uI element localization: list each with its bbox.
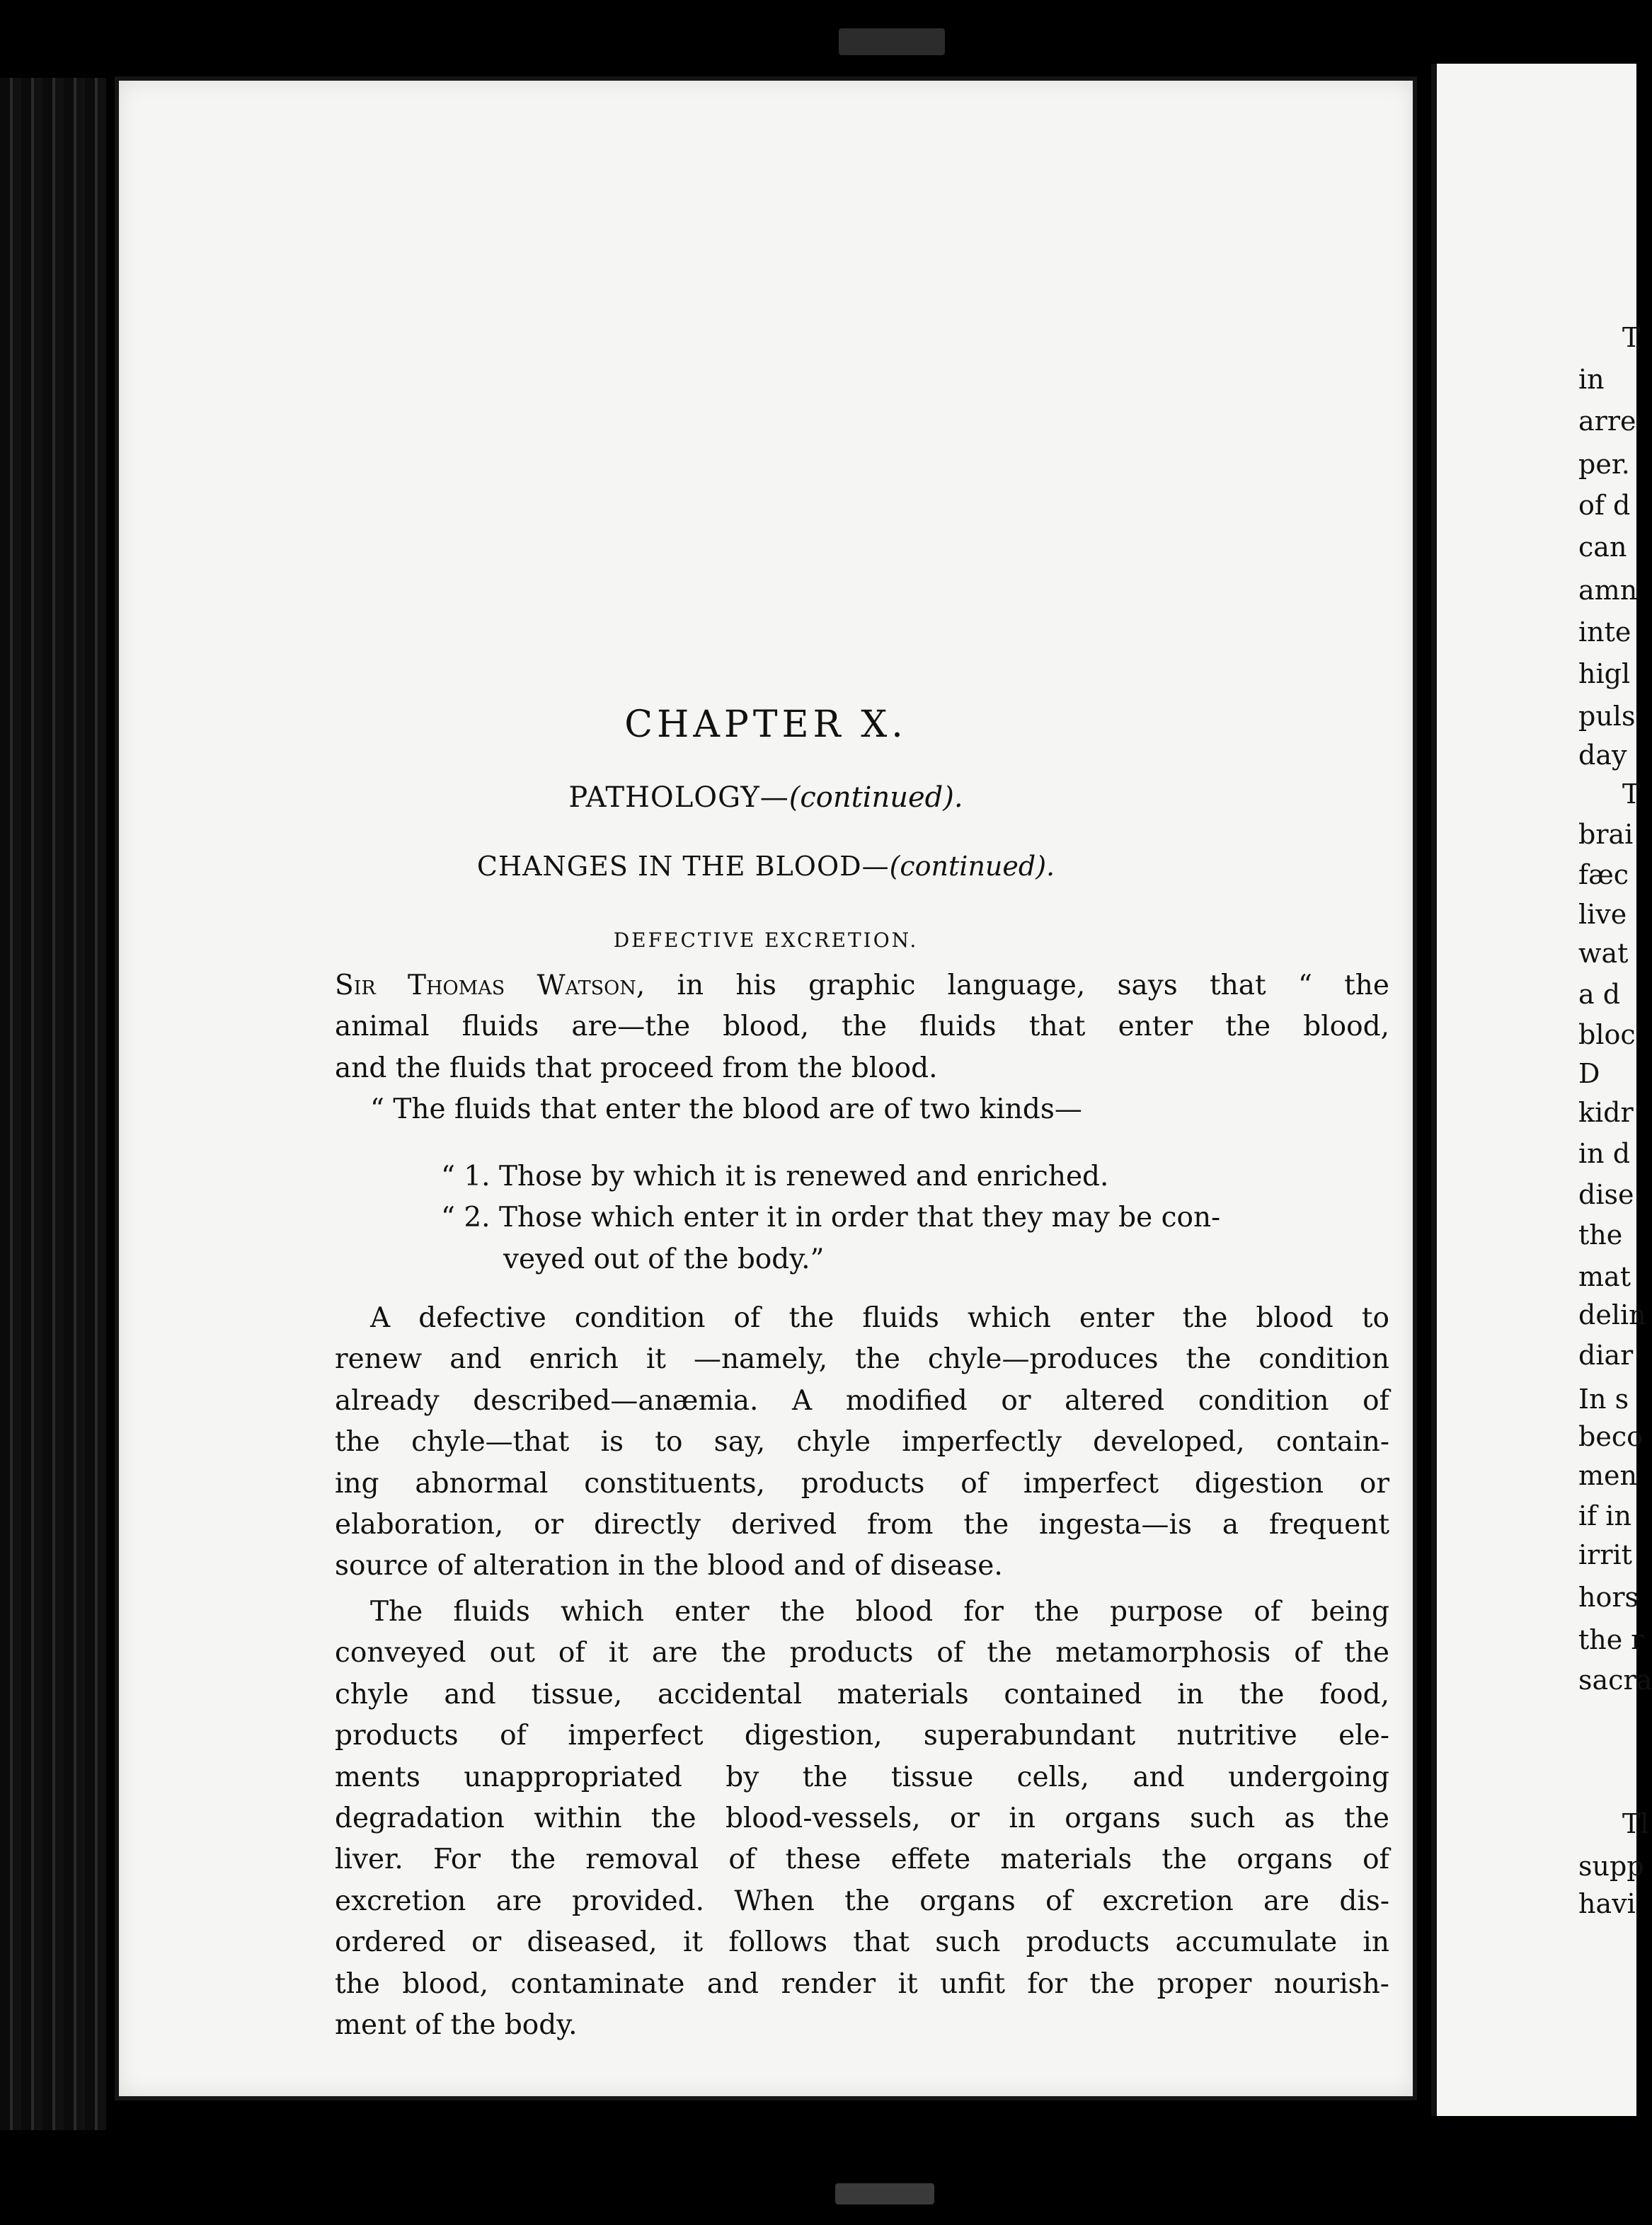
subtitle2-note: (continued). (889, 851, 1055, 882)
facing-page-line: supp (1578, 1851, 1644, 1882)
paragraph-line: conveyed out of it are the products of the metamorphosis of the (335, 1637, 1389, 1669)
facing-page-line: men (1578, 1460, 1637, 1491)
paragraph-line-text: , in his graphic language, says that “ the (636, 970, 1389, 1001)
facing-page-line: per. (1578, 449, 1630, 480)
facing-page-line: diar (1578, 1340, 1634, 1371)
facing-page-line: wat (1578, 938, 1629, 969)
facing-page-line: amn (1578, 575, 1638, 606)
facing-page-line: higl (1578, 658, 1631, 689)
paragraph-line: already described—anæmia. A modified or altered condition of (335, 1384, 1389, 1417)
paragraph-line: ordered or diseased, it follows that such products accumulate in (335, 1926, 1389, 1959)
paragraph-line: ments unappropriated by the tissue cells, and undergoing (335, 1761, 1389, 1793)
paragraph-2 (335, 1298, 1389, 1587)
facing-page-line: hors (1578, 1582, 1639, 1613)
paragraph-line: ment of the body. (335, 2008, 578, 2041)
facing-page-line: arre (1578, 406, 1636, 437)
quote-list (335, 1156, 1389, 1280)
facing-page-line: bloc (1578, 1019, 1636, 1050)
paragraph-line: animal fluids are—the blood, the fluids that enter the blood, (335, 1011, 1389, 1043)
subtitle2-main: CHANGES IN THE BLOOD— (476, 851, 890, 882)
facing-page-line: live (1578, 899, 1627, 930)
facing-page-line: in d (1578, 1138, 1631, 1169)
paragraph-line: ing abnormal constituents, products of imperfect digestion or (335, 1467, 1389, 1500)
paragraph-line: elaboration, or directly derived from the ingesta—is a frequent (335, 1508, 1389, 1541)
facing-page-line: beco (1578, 1421, 1643, 1452)
paragraph-line (335, 965, 1389, 1006)
paragraph-line: renew and enrich it —namely, the chyle—produces the condition (335, 1343, 1389, 1376)
facing-page-line: day (1578, 740, 1627, 771)
left-page (115, 76, 1417, 2100)
facing-page-line: puls (1578, 701, 1636, 732)
top-margin-mark (839, 28, 945, 55)
paragraph-line: source of alteration in the blood and of disease. (335, 1550, 1003, 1582)
facing-page-line: In s (1578, 1384, 1629, 1415)
chapter-title: CHAPTER X. (624, 703, 907, 746)
facing-page-line: the r (1578, 1624, 1644, 1655)
paragraph-line: degradation within the blood-vessels, or in organs such as the (335, 1802, 1389, 1834)
facing-page-fragment (1431, 64, 1652, 2116)
facing-page-line: dise (1578, 1179, 1634, 1210)
facing-page-line: in (1578, 364, 1605, 395)
facing-page-line: D (1578, 1058, 1600, 1089)
facing-page-line: brai (1578, 819, 1634, 850)
facing-page-line: of d (1578, 490, 1631, 521)
chapter-subtitle-2 (119, 851, 1413, 882)
paragraph-line: liver. For the removal of these effete materials the organs of (335, 1844, 1389, 1876)
paragraph-line: the blood, contaminate and render it unfit for the proper nourish- (335, 1967, 1389, 2000)
facing-page-line: a d (1578, 979, 1621, 1010)
facing-page-line: sacra (1578, 1665, 1652, 1696)
paragraph-line: The fluids which enter the blood for the purpose of being (370, 1596, 1389, 1628)
paragraph-1 (335, 965, 1389, 1131)
section-title: DEFECTIVE EXCRETION. (613, 928, 919, 952)
facing-page-line: T (1622, 778, 1641, 810)
facing-page-line: the (1578, 1219, 1623, 1251)
quote-item: “ 1. Those by which it is renewed and enriched. (441, 1161, 1109, 1192)
subtitle-main: PATHOLOGY— (568, 781, 789, 814)
facing-page-line: delin (1578, 1299, 1646, 1330)
bottom-margin-mark (835, 2183, 934, 2204)
facing-page-line: Tl (1622, 1808, 1649, 1839)
facing-page-line: mat (1578, 1261, 1631, 1292)
paragraph-line: and the fluids that proceed from the blood. (335, 1052, 938, 1084)
facing-page-line: T (1622, 322, 1641, 353)
paragraph-line: chyle and tissue, accidental materials contained in the food, (335, 1678, 1389, 1711)
quote-item: veyed out of the body.” (503, 1243, 825, 1275)
chapter-subtitle (119, 781, 1413, 814)
quote-intro: “ The fluids that enter the blood are of two kinds— (370, 1093, 1082, 1126)
paragraph-line: products of imperfect digestion, superabundant nutritive ele- (335, 1720, 1389, 1752)
paragraph-line: the chyle—that is to say, chyle imperfectly developed, contain- (335, 1426, 1389, 1459)
quote-item: “ 2. Those which enter it in order that they may be con- (441, 1202, 1221, 1234)
paragraph-line: excretion are provided. When the organs of excretion are dis- (335, 1885, 1389, 1917)
facing-page-line: kidr (1578, 1097, 1634, 1128)
facing-page-line: fæc (1578, 859, 1629, 890)
author-name: Sir Thomas Watson (335, 970, 636, 1001)
book-spine-edge (0, 78, 106, 2130)
facing-page-line: inte (1578, 616, 1631, 648)
subtitle-note: (continued). (788, 781, 963, 814)
paragraph-line: A defective condition of the fluids which enter the blood to (370, 1302, 1389, 1334)
paragraph-3 (335, 1592, 1389, 2046)
facing-page-line: havi (1578, 1888, 1636, 1919)
facing-page-line: can (1578, 531, 1627, 563)
facing-page-line: irrit (1578, 1539, 1632, 1570)
facing-page-line: if in (1578, 1500, 1631, 1531)
